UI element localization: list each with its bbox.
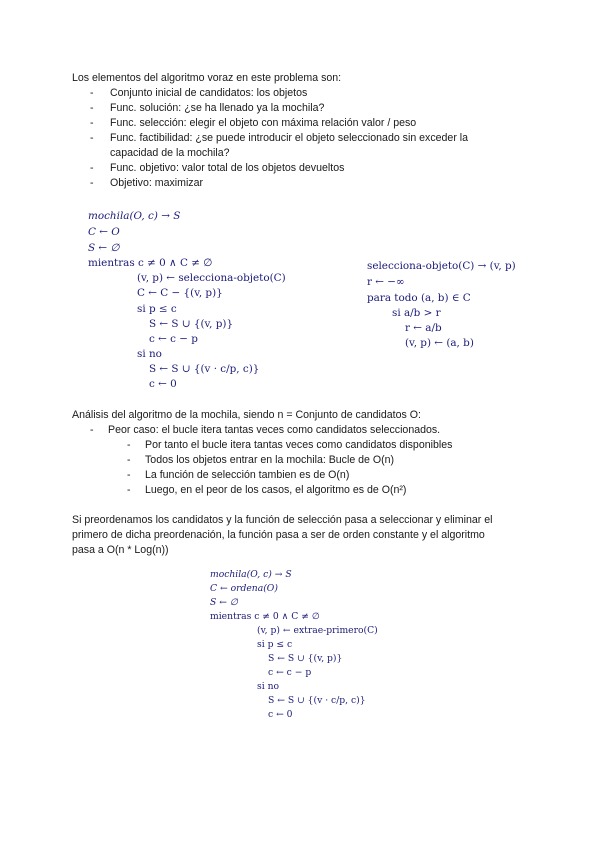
analysis-heading: Análisis del algoritmo de la mochila, siendo n = Conjunto de candidatos O: bbox=[72, 409, 421, 421]
algo-line: (v, p) ← extrae-primero(C) bbox=[257, 625, 378, 636]
bullet-text: Func. solución: ¿se ha llenado ya la mochila? bbox=[110, 102, 325, 114]
bullet-text: Luego, en el peor de los casos, el algoritmo es de O(n²) bbox=[145, 484, 407, 496]
bullet-text: Func. factibilidad: ¿se puede introducir el objeto seleccionado sin exceder la bbox=[110, 132, 469, 144]
algo-line: S ← S ∪ {(v · c/p, c)} bbox=[268, 695, 366, 706]
bullet-text: Peor caso: el bucle itera tantas veces como candidatos seleccionados. bbox=[108, 424, 441, 436]
algo-line: selecciona-objeto(C) → (v, p) bbox=[367, 260, 516, 272]
algo-line: para todo (a, b) ∈ C bbox=[367, 292, 471, 304]
bullet-dash: - bbox=[90, 132, 94, 144]
paragraph-line: pasa a O(n * Log(n)) bbox=[72, 544, 169, 556]
bullet-text: Por tanto el bucle itera tantas veces como candidatos disponibles bbox=[145, 439, 453, 451]
algo-line: S ← ∅ bbox=[88, 242, 120, 254]
bullet-dash: - bbox=[90, 87, 94, 99]
list-item bbox=[90, 86, 308, 101]
algo-line: c ← c − p bbox=[149, 333, 198, 345]
algo-line: S ← ∅ bbox=[210, 597, 238, 608]
bullet-text: Objetivo: maximizar bbox=[110, 177, 204, 189]
list-item bbox=[127, 483, 407, 498]
algo-line: C ← C − {(v, p)} bbox=[137, 287, 223, 299]
bullet-dash: - bbox=[90, 117, 94, 129]
algo-line: C ← O bbox=[88, 226, 120, 238]
bullet-dash: - bbox=[90, 177, 94, 189]
algo-line: S ← S ∪ {(v, p)} bbox=[268, 653, 343, 664]
bullet-text: La función de selección tambien es de O(n) bbox=[145, 469, 350, 481]
algo-line: C ← ordena(O) bbox=[210, 583, 278, 594]
list-item bbox=[90, 131, 469, 146]
algo-line: mochila(O, c) → S bbox=[88, 210, 181, 222]
list-item bbox=[127, 453, 395, 468]
list-item bbox=[90, 423, 441, 438]
algo-line: c ← 0 bbox=[268, 709, 293, 720]
bullet-dash: - bbox=[90, 102, 94, 114]
list-item bbox=[127, 468, 350, 483]
algo-line: c ← 0 bbox=[149, 378, 177, 390]
algo-line: si no bbox=[257, 681, 280, 692]
bullet-dash: - bbox=[90, 424, 94, 436]
list-item bbox=[90, 101, 325, 116]
algo-line: r ← a/b bbox=[405, 322, 442, 334]
algo-line: si no bbox=[137, 348, 162, 360]
bullet-dash: - bbox=[90, 162, 94, 174]
bullet-text: Todos los objetos entrar en la mochila: Bucle de O(n) bbox=[145, 454, 395, 466]
bullet-dash: - bbox=[127, 469, 131, 481]
algo-line: si p ≤ c bbox=[257, 639, 293, 650]
algo-line: si a/b > r bbox=[392, 307, 441, 319]
bullet-text: Func. selección: elegir el objeto con máxima relación valor / peso bbox=[110, 117, 417, 129]
list-item bbox=[90, 161, 345, 176]
algo-line: mochila(O, c) → S bbox=[210, 569, 292, 580]
intro-heading: Los elementos del algoritmo voraz en este problema son: bbox=[72, 72, 342, 84]
bullet-dash: - bbox=[127, 484, 131, 496]
list-item bbox=[90, 176, 204, 191]
algo-line: mientras c ≠ 0 ∧ C ≠ ∅ bbox=[88, 257, 213, 269]
algo-line: S ← S ∪ {(v · c/p, c)} bbox=[149, 363, 260, 375]
bullet-dash: - bbox=[127, 454, 131, 466]
algo-line: S ← S ∪ {(v, p)} bbox=[149, 318, 234, 330]
algo-line: r ← −∞ bbox=[367, 276, 405, 288]
bullet-text: Conjunto inicial de candidatos: los objetos bbox=[110, 87, 308, 99]
bullet-text: Func. objetivo: valor total de los objetos devueltos bbox=[110, 162, 345, 174]
algo-line: c ← c − p bbox=[268, 667, 312, 678]
algo-line: mientras c ≠ 0 ∧ C ≠ ∅ bbox=[210, 611, 320, 622]
algo-line: (v, p) ← selecciona-objeto(C) bbox=[137, 272, 286, 284]
bullet-text: capacidad de la mochila? bbox=[110, 147, 230, 159]
list-item bbox=[127, 438, 453, 453]
bullet-dash: - bbox=[127, 439, 131, 451]
algo-line: (v, p) ← (a, b) bbox=[405, 337, 474, 349]
paragraph-line: primero de dicha preordenación, la función pasa a ser de orden constante y el algoritmo bbox=[72, 529, 485, 541]
paragraph-line: Si preordenamos los candidatos y la función de selección pasa a seleccionar y eliminar el bbox=[72, 514, 493, 526]
list-item bbox=[90, 116, 417, 131]
algo-line: si p ≤ c bbox=[137, 303, 177, 315]
